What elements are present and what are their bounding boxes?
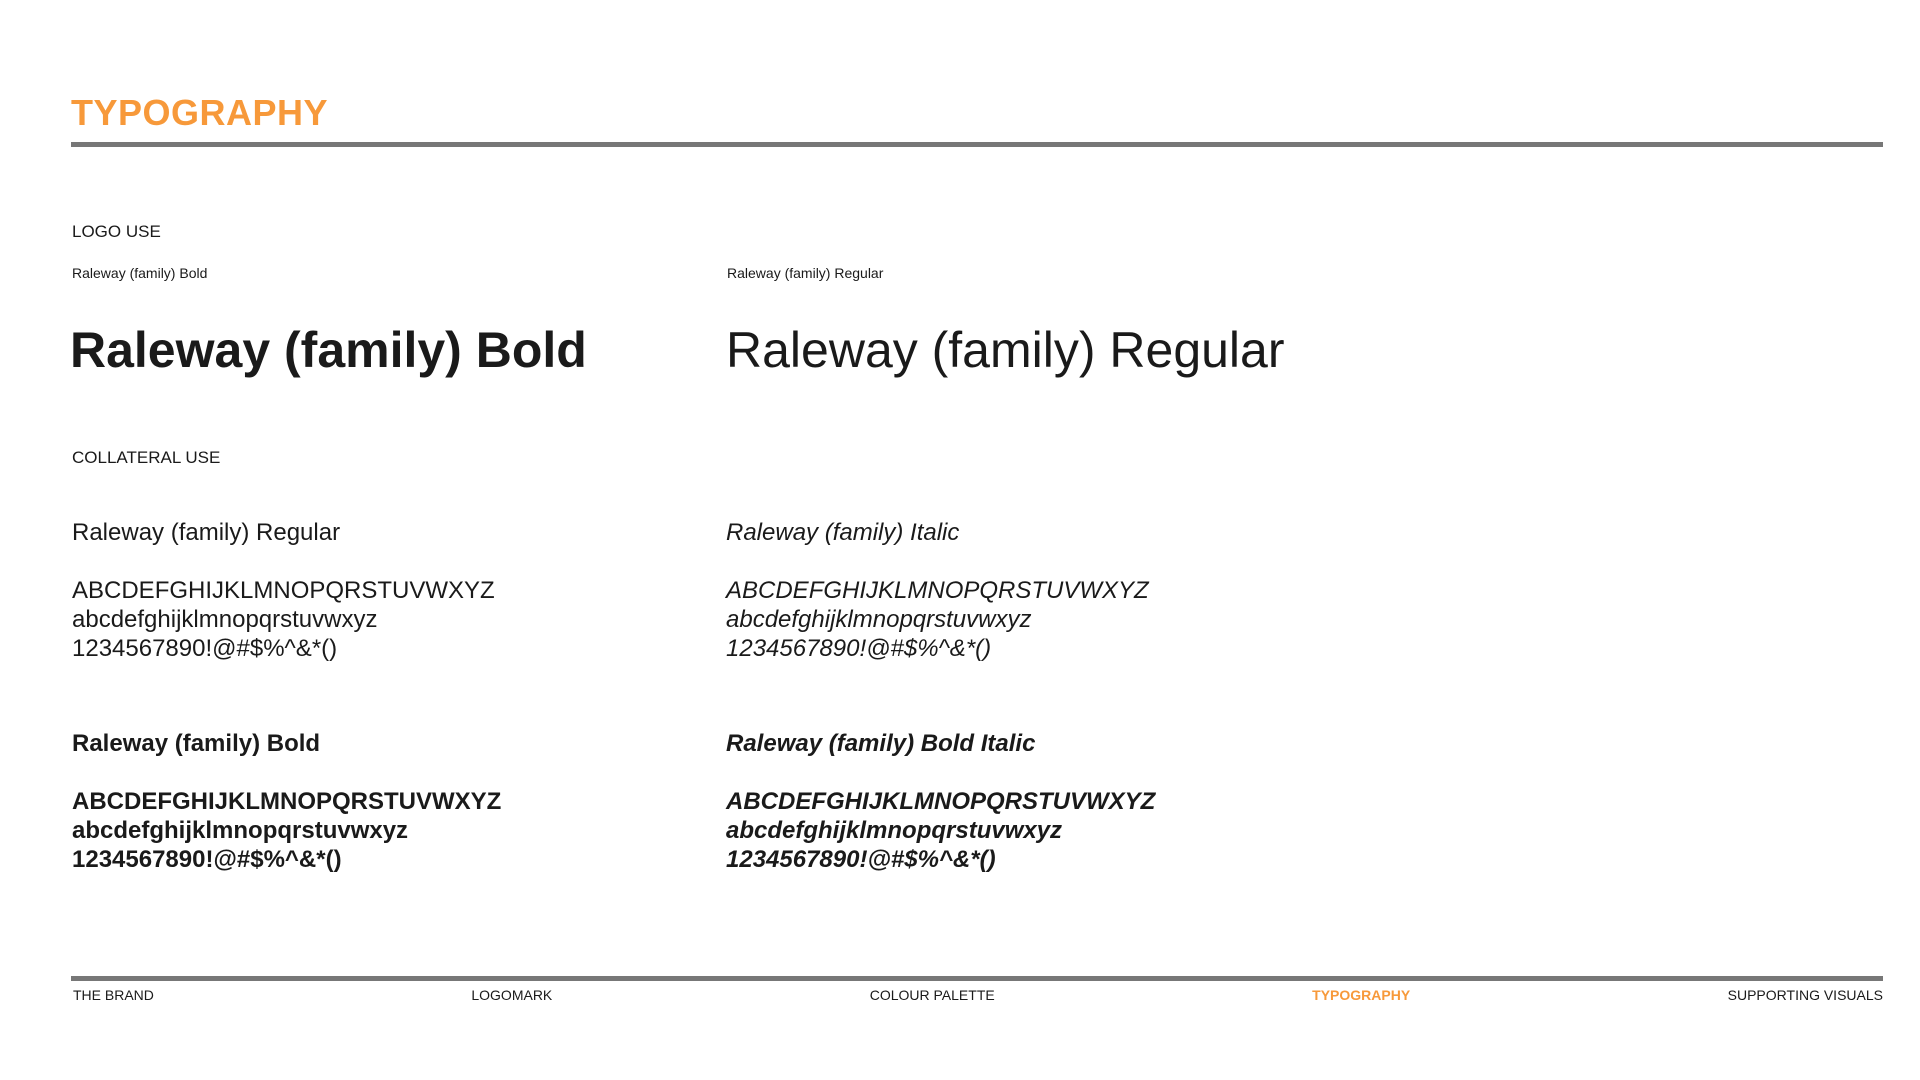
logo-regular-caption: Raleway (family) Regular xyxy=(727,265,884,281)
specimen-numerals: 1234567890!@#$%^&*() xyxy=(726,846,996,873)
header-divider xyxy=(71,142,1883,147)
specimen-uppercase: ABCDEFGHIJKLMNOPQRSTUVWXYZ xyxy=(72,788,502,815)
logo-regular-sample: Raleway (family) Regular xyxy=(726,322,1285,378)
specimen-name: Raleway (family) Bold Italic xyxy=(726,730,1036,757)
specimen-bold xyxy=(72,729,692,874)
specimen-uppercase: ABCDEFGHIJKLMNOPQRSTUVWXYZ xyxy=(72,577,495,604)
page-title: TYPOGRAPHY xyxy=(71,92,329,133)
logo-use-label: LOGO USE xyxy=(72,222,161,241)
footer-divider xyxy=(71,976,1883,981)
nav-the-brand[interactable]: THE BRAND xyxy=(73,987,154,1003)
specimen-numerals: 1234567890!@#$%^&*() xyxy=(726,635,992,662)
specimen-lowercase: abcdefghijklmnopqrstuvwxyz xyxy=(72,606,378,633)
nav-logomark[interactable]: LOGOMARK xyxy=(471,987,553,1003)
specimen-italic xyxy=(726,518,1346,663)
specimen-lowercase: abcdefghijklmnopqrstuvwxyz xyxy=(726,606,1032,633)
nav-typography[interactable]: TYPOGRAPHY xyxy=(1312,987,1411,1003)
specimen-regular xyxy=(72,518,692,663)
specimen-numerals: 1234567890!@#$%^&*() xyxy=(72,846,342,873)
specimen-lowercase: abcdefghijklmnopqrstuvwxyz xyxy=(726,817,1063,844)
logo-bold-caption: Raleway (family) Bold xyxy=(72,265,208,281)
specimen-name: Raleway (family) Regular xyxy=(72,519,341,546)
collateral-use-label: COLLATERAL USE xyxy=(72,448,221,467)
specimen-bold-italic xyxy=(726,729,1346,874)
specimen-name: Raleway (family) Bold xyxy=(72,730,321,757)
nav-supporting-visuals[interactable]: SUPPORTING VISUALS xyxy=(1727,987,1883,1003)
footer-nav xyxy=(73,987,1883,1003)
specimen-uppercase: ABCDEFGHIJKLMNOPQRSTUVWXYZ xyxy=(726,788,1156,815)
logo-bold-sample: Raleway (family) Bold xyxy=(70,322,587,378)
specimen-lowercase: abcdefghijklmnopqrstuvwxyz xyxy=(72,817,409,844)
nav-colour-palette[interactable]: COLOUR PALETTE xyxy=(869,987,995,1003)
specimen-name: Raleway (family) Italic xyxy=(726,519,960,546)
specimen-numerals: 1234567890!@#$%^&*() xyxy=(72,635,338,662)
specimen-uppercase: ABCDEFGHIJKLMNOPQRSTUVWXYZ xyxy=(726,577,1149,604)
